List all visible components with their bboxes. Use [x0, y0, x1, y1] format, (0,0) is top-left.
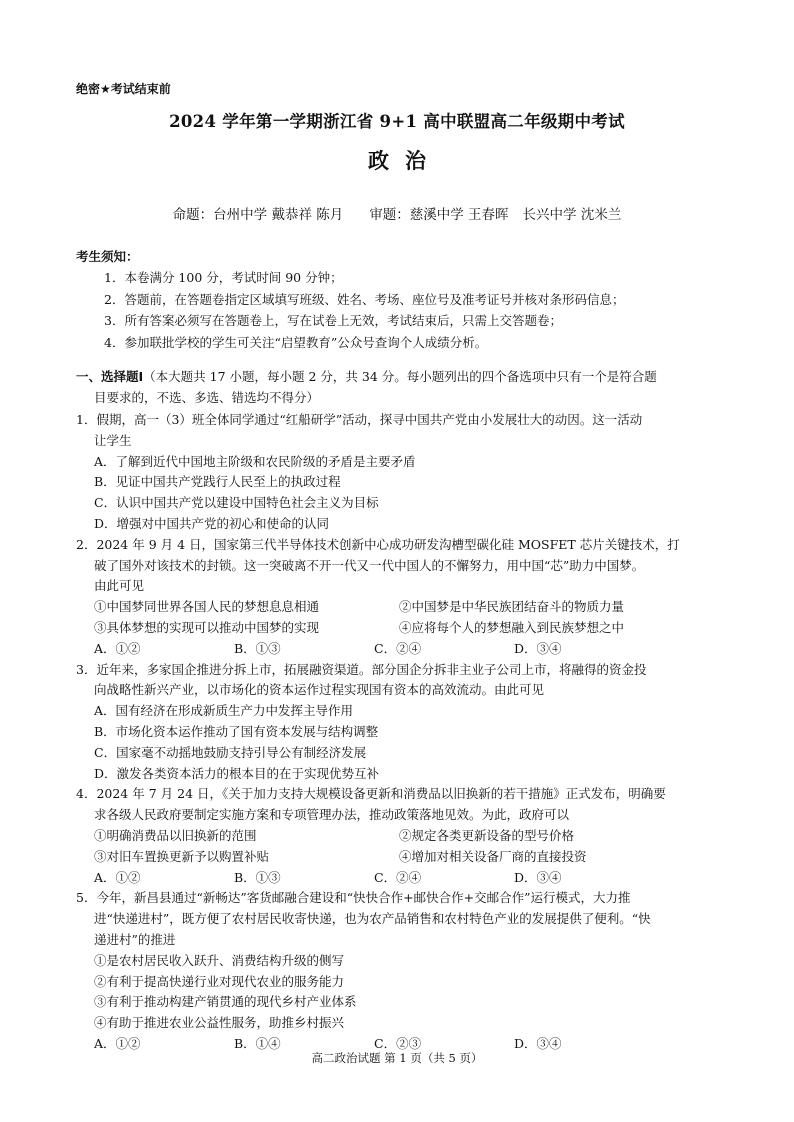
option-a: A．①②	[94, 1035, 141, 1051]
statement-row	[76, 618, 726, 639]
option-d: D．增强对中国共产党的初心和使命的认同	[94, 515, 330, 531]
author-review: 审题：慈溪中学 王春晖	[369, 207, 509, 223]
section-desc: （本大题共 17 小题，每小题 2 分，共 34 分。每小题列出的四个备选项中只有一个是符合题	[143, 369, 657, 384]
question-stem-cont: 求各级人民政府要制定实施方案和专项管理办法，推动政策落地见效。为此，政府可以	[94, 807, 570, 823]
section-title: 一、选择题Ⅰ	[76, 369, 144, 384]
option-a: A．了解到近代中国地主阶级和农民阶级的矛盾是主要矛盾	[94, 453, 416, 469]
statement-3: ③有利于推动构建产销贯通的现代乡村产业体系	[94, 994, 357, 1010]
option-c: C．②④	[374, 869, 422, 885]
option-a: A．国有经济在形成新质生产力中发挥主导作用	[94, 703, 354, 719]
question-stem: 5．今年，新昌县通过“新畅达”客货邮融合建设和“快快合作+邮快合作+交邮合作”运行模式，大力推	[76, 890, 631, 906]
statement-2: ②规定各类更新设备的型号价格	[399, 827, 575, 843]
statement-1: ①中国梦同世界各国人民的梦想息息相通	[94, 599, 320, 615]
option-c: C．国家毫不动摇地鼓励支持引导公有制经济发展	[94, 744, 367, 760]
question-5	[76, 888, 726, 1054]
option-a: A．①②	[94, 640, 141, 656]
notice-item: 3．所有答案必须写在答题卷上，写在试卷上无效，考试结束后，只需上交答题卷；	[104, 313, 562, 328]
statement-4: ④增加对相关设备厂商的直接投资	[399, 848, 587, 864]
statement-row	[76, 597, 726, 618]
option-d: D．③④	[514, 1035, 562, 1051]
option-c: C．②③	[374, 1035, 422, 1051]
option-b: B．①③	[234, 640, 281, 656]
notice-item: 4．参加联批学校的学生可关注“启望教育”公众号查询个人成绩分析。	[104, 334, 488, 350]
authors-line	[0, 203, 794, 223]
option-b: B．市场化资本运作推动了国有资本发展与结构调整	[94, 723, 379, 739]
page-footer: 高二政治试题 第 1 页（共 5 页）	[311, 1051, 483, 1065]
author-review-2: 长兴中学 沈米兰	[522, 207, 622, 223]
subject-title: 政治	[368, 149, 442, 173]
option-d: D．③④	[514, 640, 562, 656]
notice-item: 2．答题前，在答题卷指定区域填写班级、姓名、考场、座位号及准考证号并核对条形码信息；	[104, 291, 625, 307]
statement-3: ③具体梦想的实现可以推动中国梦的实现	[94, 619, 320, 635]
statement-3: ③对旧车置换更新予以购置补贴	[94, 848, 270, 864]
option-c: C．认识中国共产党以建设中国特色社会主义为目标	[94, 495, 379, 511]
question-stem: 2．2024 年 9 月 4 日，国家第三代半导体技术创新中心成功研发沟槽型碳化硅 MOSFET 芯片关键技术，打	[76, 536, 680, 552]
options-row	[76, 868, 726, 889]
statement-2: ②中国梦是中华民族团结奋斗的物质力量	[399, 599, 625, 615]
notice-heading: 考生须知：	[76, 249, 139, 264]
statement-4: ④有助于推进农业公益性服务，助推乡村振兴	[94, 1015, 345, 1031]
option-b: B．见证中国共产党践行人民至上的执政过程	[94, 474, 341, 490]
statement-2: ②有利于提高快递行业对现代农业的服务能力	[94, 973, 345, 989]
question-stem-cont: 向战略性新兴产业，以市场化的资本运作过程实现国有资本的高效流动。由此可见	[94, 682, 545, 698]
statement-1: ①明确消费品以旧换新的范围	[94, 827, 257, 843]
exam-title: 2024 学年第一学期浙江省 9+1 高中联盟高二年级期中考试	[169, 112, 625, 131]
question-stem: 3．近年来，多家国企推进分拆上市，拓展融资渠道。部分国企分拆非主业子公司上市，将融得的资金投	[76, 661, 647, 677]
question-stem-cont: 进“快递进村”，既方便了农村居民收寄快递，也为农产品销售和农村特色产业的发展提供了便利。“快	[94, 911, 651, 927]
statement-row	[76, 826, 726, 847]
option-d: D．③④	[514, 869, 562, 885]
question-2	[76, 535, 726, 660]
question-stem-cont: 递进村”的推进	[94, 931, 176, 947]
confidential-label: 绝密★考试结束前	[76, 82, 171, 96]
question-3	[76, 660, 726, 785]
statement-row	[76, 847, 726, 868]
question-stem-cont: 破了国外对该技术的封锁。这一突破离不开一代又一代中国人的不懈努力，用中国“芯”助力中国梦。	[94, 557, 645, 573]
candidate-notice	[76, 247, 726, 353]
question-stem-cont: 让学生	[94, 432, 132, 448]
option-b: B．①④	[234, 1035, 281, 1051]
question-list	[76, 410, 726, 1055]
question-stem: 1．假期，高一（3）班全体同学通过“红船研学”活动，探寻中国共产党由小发展壮大的动因。这一活动	[76, 412, 643, 427]
author-compose: 命题：台州中学 戴恭祥 陈月	[172, 207, 344, 223]
question-4	[76, 784, 726, 888]
question-stem-cont: 由此可见	[94, 578, 145, 594]
question-stem: 4．2024 年 7 月 24 日，《关于加力支持大规模设备更新和消费品以旧换新的若干措施》正式发布，明确要	[76, 786, 666, 802]
option-a: A．①②	[94, 869, 141, 885]
notice-item: 1．本卷满分 100 分，考试时间 90 分钟；	[104, 270, 343, 285]
section-desc-cont: 目要求的，不选、多选、错选均不得分）	[94, 390, 320, 405]
option-b: B．①③	[234, 869, 281, 885]
option-d: D．激发各类资本活力的根本目的在于实现优势互补	[94, 765, 380, 781]
question-1	[76, 410, 726, 535]
section-header	[76, 366, 726, 408]
option-c: C．②④	[374, 640, 422, 656]
statement-1: ①是农村居民收入跃升、消费结构升级的侧写	[94, 952, 345, 968]
options-row	[76, 639, 726, 660]
statement-4: ④应将每个人的梦想融入到民族梦想之中	[399, 619, 625, 635]
